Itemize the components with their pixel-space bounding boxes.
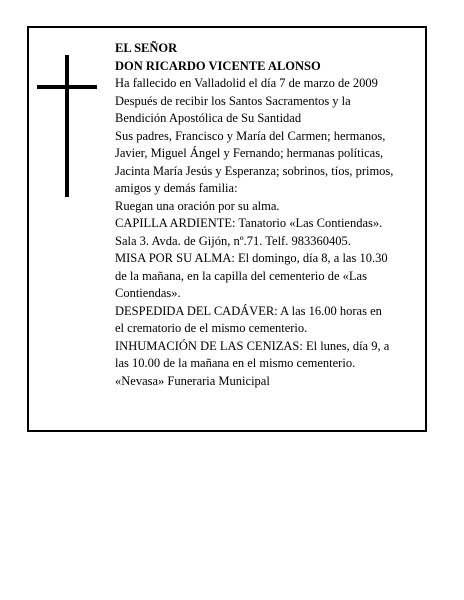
obituary-line: Javier, Miguel Ángel y Fernando; hermanas políticas, [115,146,384,160]
latin-cross-icon [37,55,97,197]
obituary-line: MISA POR SU ALMA: El domingo, día 8, a las 10.30 [115,251,388,265]
obituary-line: Contiendas». [115,286,181,300]
cross-horizontal-bar [37,85,97,89]
obituary-text [115,40,420,390]
obituary-line: Sus padres, Francisco y María del Carmen; hermanos, [115,128,386,143]
obituary-line: Ruegan una oración por su alma. [115,198,280,213]
obituary-line: Ha fallecido en Valladolid el día 7 de marzo de 2009 [115,76,378,90]
obituary-line: «Nevasa» Funeraria Municipal [115,373,270,388]
obituary-line: el crematorio de el mismo cementerio. [115,321,308,335]
obituary-line: Después de recibir los Santos Sacramentos y la [115,93,351,108]
obituary-line: Jacinta María Jesús y Esperanza; sobrinos, tíos, primos, [115,163,394,178]
obituary-line: amigos y demás familia: [115,181,238,195]
obituary-line: las 10.00 de la mañana en el mismo cementerio. [115,356,356,370]
obituary-line: de la mañana, en la capilla del cementerio de «Las [115,268,367,283]
obituary-line: Sala 3. Avda. de Gijón, nº.71. Telf. 983360405. [115,233,351,248]
obituary-heading-name: DON RICARDO VICENTE ALONSO [115,58,321,73]
obituary-line: INHUMACIÓN DE LAS CENIZAS: El lunes, día 9, a [115,338,390,353]
obituary-line: CAPILLA ARDIENTE: Tanatorio «Las Contiendas». [115,216,383,230]
obituary-heading-title: EL SEÑOR [115,41,178,55]
cross-vertical-bar [65,55,69,197]
obituary-line: Bendición Apostólica de Su Santidad [115,111,302,125]
obituary-line: DESPEDIDA DEL CADÁVER: A las 16.00 horas en [115,303,382,318]
